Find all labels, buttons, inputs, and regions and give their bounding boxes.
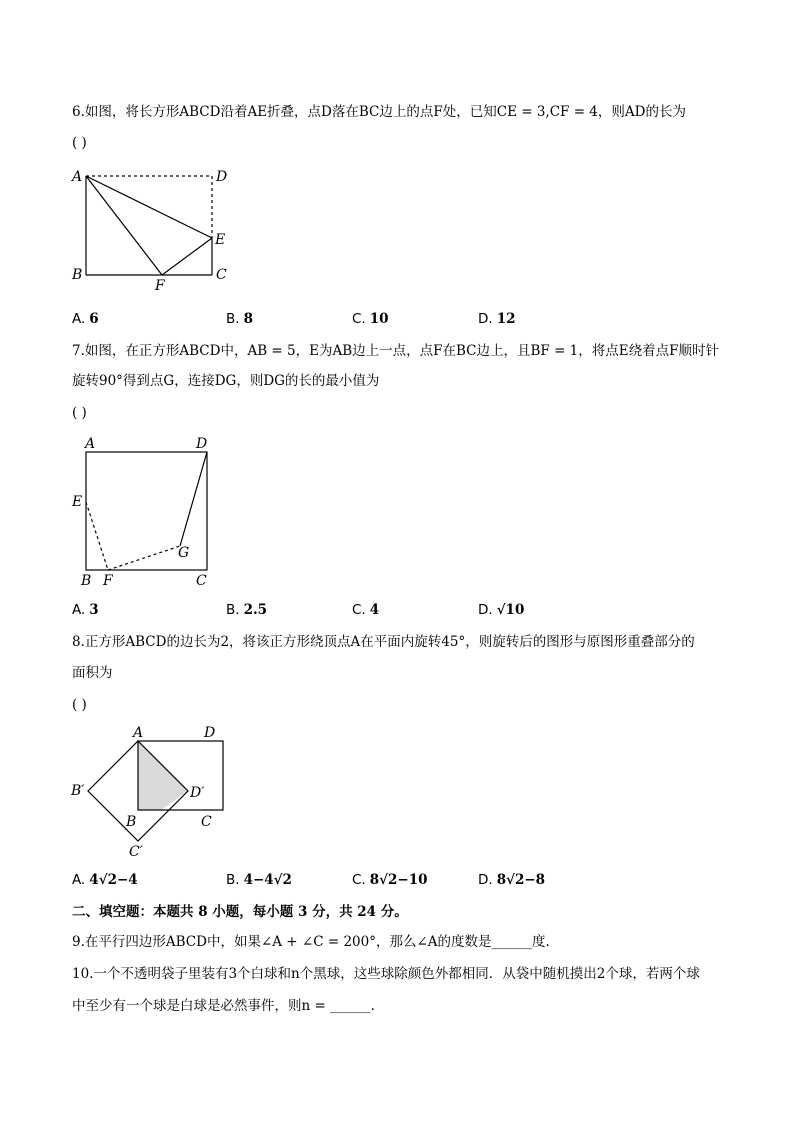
q6-label-e: E	[215, 232, 226, 248]
q7-stem-line1: 7.如图，在正方形ABCD中，AB = 5，E为AB边上一点，点F在BC边上，且BF = 1，将点E绕着点F顺时针	[72, 343, 719, 359]
q6-option-c[interactable]: C. 10	[352, 311, 389, 327]
q8-blank: ( )	[72, 697, 87, 713]
q9-stem: 9.在平行四边形ABCD中，如果∠A + ∠C = 200°，那么∠A的度数是______度.	[72, 934, 550, 950]
q8-label-c1: C′	[129, 844, 143, 860]
q7-option-b[interactable]: B. 2.5	[226, 602, 268, 618]
q7-label-a: A	[85, 436, 96, 452]
q7-option-d[interactable]: D. √10	[478, 602, 525, 618]
q6-label-b: B	[72, 267, 83, 283]
q6-option-b[interactable]: B. 8	[226, 311, 253, 327]
q7-label-b: B	[81, 573, 92, 589]
q7-label-d: D	[196, 436, 208, 452]
q6-blank: ( )	[72, 135, 87, 151]
q8-label-d: D	[204, 725, 216, 741]
q7-label-c: C	[196, 573, 207, 589]
q8-options	[72, 872, 632, 892]
q8-label-c: C	[201, 814, 212, 830]
q7-option-c[interactable]: C. 4	[352, 602, 380, 618]
q7-blank: ( )	[72, 405, 87, 421]
q8-label-b: B	[126, 814, 137, 830]
q7-option-a[interactable]: A. 3	[72, 602, 99, 618]
q6-label-f: F	[155, 278, 165, 294]
q8-label-b1: B′	[71, 783, 85, 799]
q7-label-g: G	[178, 545, 190, 561]
q6-label-a: A	[72, 169, 83, 185]
section-title-fill-in: 二、填空题：本题共 8 小题，每小题 3 分，共 24 分。	[72, 904, 408, 920]
q10-stem-line2: 中至少有一个球是白球是必然事件，则n = ______.	[72, 998, 375, 1014]
q8-option-a[interactable]: A. 4√2−4	[72, 872, 138, 888]
q6-option-d[interactable]: D. 12	[478, 311, 516, 327]
q6-label-c: C	[216, 267, 227, 283]
q8-stem-line1: 8.正方形ABCD的边长为2，将该正方形绕顶点A在平面内旋转45°，则旋转后的图形与原图形重叠部分的	[72, 634, 695, 650]
q6-stem: 6.如图，将长方形ABCD沿着AE折叠，点D落在BC边上的点F处，已知CE = 3,CF = 4，则AD的长为	[72, 104, 686, 120]
q8-stem-line2: 面积为	[72, 665, 113, 681]
q7-label-e: E	[72, 494, 83, 510]
q10-stem-line1: 10.一个不透明袋子里装有3个白球和n个黑球，这些球除颜色外都相同．从袋中随机摸出2个球，若两个球	[72, 966, 700, 982]
q8-label-a: A	[133, 725, 144, 741]
q8-option-b[interactable]: B. 4−4√2	[226, 872, 292, 888]
q7-label-f: F	[103, 573, 113, 589]
q6-option-a[interactable]: A. 6	[72, 311, 99, 327]
q6-label-d: D	[216, 169, 228, 185]
q8-option-c[interactable]: C. 8√2−10	[352, 872, 428, 888]
q7-stem-line2: 旋转90°得到点G，连接DG，则DG的长的最小值为	[72, 373, 380, 389]
q8-label-d1: D′	[190, 785, 205, 801]
q8-option-d[interactable]: D. 8√2−8	[478, 872, 546, 888]
